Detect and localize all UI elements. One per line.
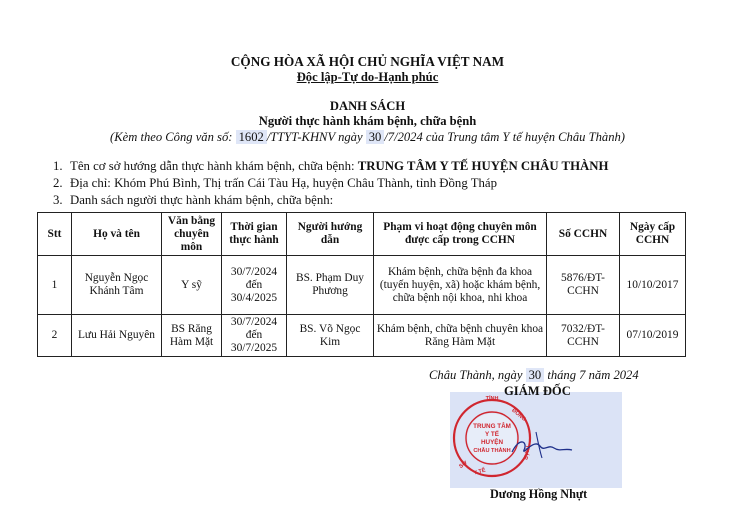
national-header: CỘNG HÒA XÃ HỘI CHỦ NGHĨA VIỆT NAM <box>230 54 505 69</box>
stamp-text-line: TRUNG TÂM <box>473 423 511 430</box>
ref-day: 30 <box>366 130 385 144</box>
document-reference <box>0 130 735 145</box>
stamp-text-line: ĐỒNG <box>510 407 527 423</box>
sign-place-suffix: tháng 7 năm 2024 <box>547 368 639 382</box>
header-supervisor: Người hướng dẫn <box>287 213 374 256</box>
cell-license-number: 5876/ĐT-CCHN <box>547 256 620 315</box>
cell-scope: Khám bệnh, chữa bệnh chuyên khoa Răng Hàm Mặt <box>374 315 547 357</box>
cell-supervisor: BS. Phạm Duy Phương <box>287 256 374 315</box>
signer-name: Dương Hồng Nhựt <box>490 487 588 501</box>
cell-scope: Khám bệnh, chữa bệnh đa khoa (tuyến huyện, xã) hoặc khám bệnh, chữa bệnh nội khoa, nhi khoa <box>374 256 547 315</box>
table-row <box>38 256 686 315</box>
motto <box>0 70 735 85</box>
item-number: 1. <box>53 159 63 173</box>
cell-degree: Y sỹ <box>162 256 222 315</box>
stamp-text-line: TỈNH <box>485 396 499 402</box>
document-title: DANH SÁCH <box>329 99 406 113</box>
ref-suffix: /7/2024 của Trung tâm Y tế huyện Châu Thành) <box>384 130 625 144</box>
stamp-text-line: Y TẾ <box>473 467 487 477</box>
stamp-text-line: SỞ <box>458 460 469 471</box>
signer-title: GIÁM ĐỐC <box>504 384 571 398</box>
cell-supervisor: BS. Võ Ngọc Kim <box>287 315 374 357</box>
header-license-number: Số CCHN <box>547 213 620 256</box>
cell-issue-date: 07/10/2019 <box>620 315 686 357</box>
cell-period: 30/7/2024 đến 30/4/2025 <box>222 256 287 315</box>
ref-number: 1602 <box>236 130 267 144</box>
stamp-text-line: CHÂU THÀNH <box>473 448 511 454</box>
stamp-text-line: HUYỆN <box>480 439 504 446</box>
list-item <box>53 159 609 174</box>
cell-degree: BS Răng Hàm Mặt <box>162 315 222 357</box>
item-label: Danh sách người thực hành khám bệnh, chữa bệnh: <box>70 193 334 207</box>
stamp-text-line: Y TẾ <box>485 431 499 438</box>
header-degree: Văn bằng chuyên môn <box>162 213 222 256</box>
practitioner-table <box>37 212 686 357</box>
table-header-row <box>38 213 686 256</box>
cell-stt: 1 <box>38 256 72 315</box>
ref-prefix: (Kèm theo Công văn số: <box>110 130 233 144</box>
stamp-text-line: THÁP <box>521 444 531 461</box>
header-name: Họ và tên <box>72 213 162 256</box>
item-number: 2. <box>53 176 63 190</box>
cell-name: Nguyễn Ngọc Khánh Tâm <box>72 256 162 315</box>
cell-issue-date: 10/10/2017 <box>620 256 686 315</box>
header-period: Thời gian thực hành <box>222 213 287 256</box>
ref-middle: /TTYT-KHNV ngày <box>266 130 363 144</box>
item-label: Địa chỉ: Khóm Phú Bình, Thị trấn Cái Tàu Hạ, huyện Châu Thành, tỉnh Đồng Tháp <box>70 176 497 190</box>
sign-day: 30 <box>526 368 545 382</box>
signature-scribble <box>512 442 572 452</box>
sign-place-date <box>429 368 639 383</box>
cell-stt: 2 <box>38 315 72 357</box>
header-stt: Stt <box>38 213 72 256</box>
motto-text: Độc lập-Tự do-Hạnh phúc <box>296 70 439 84</box>
list-item <box>53 193 333 208</box>
item-label: Tên cơ sở hướng dẫn thực hành khám bệnh, chữa bệnh: <box>70 159 355 173</box>
facility-name: TRUNG TÂM Y TẾ HUYỆN CHÂU THÀNH <box>357 159 609 173</box>
item-number: 3. <box>53 193 63 207</box>
official-stamp <box>450 392 622 488</box>
cell-period: 30/7/2024 đến 30/7/2025 <box>222 315 287 357</box>
header-scope: Phạm vi hoạt động chuyên môn được cấp trong CCHN <box>374 213 547 256</box>
stamp-area <box>450 392 622 488</box>
sign-place-prefix: Châu Thành, ngày <box>429 368 523 382</box>
list-item <box>53 176 497 191</box>
table-row <box>38 315 686 357</box>
cell-license-number: 7032/ĐT-CCHN <box>547 315 620 357</box>
document-subtitle: Người thực hành khám bệnh, chữa bệnh <box>258 114 477 128</box>
cell-name: Lưu Hải Nguyên <box>72 315 162 357</box>
header-issue-date: Ngày cấp CCHN <box>620 213 686 256</box>
